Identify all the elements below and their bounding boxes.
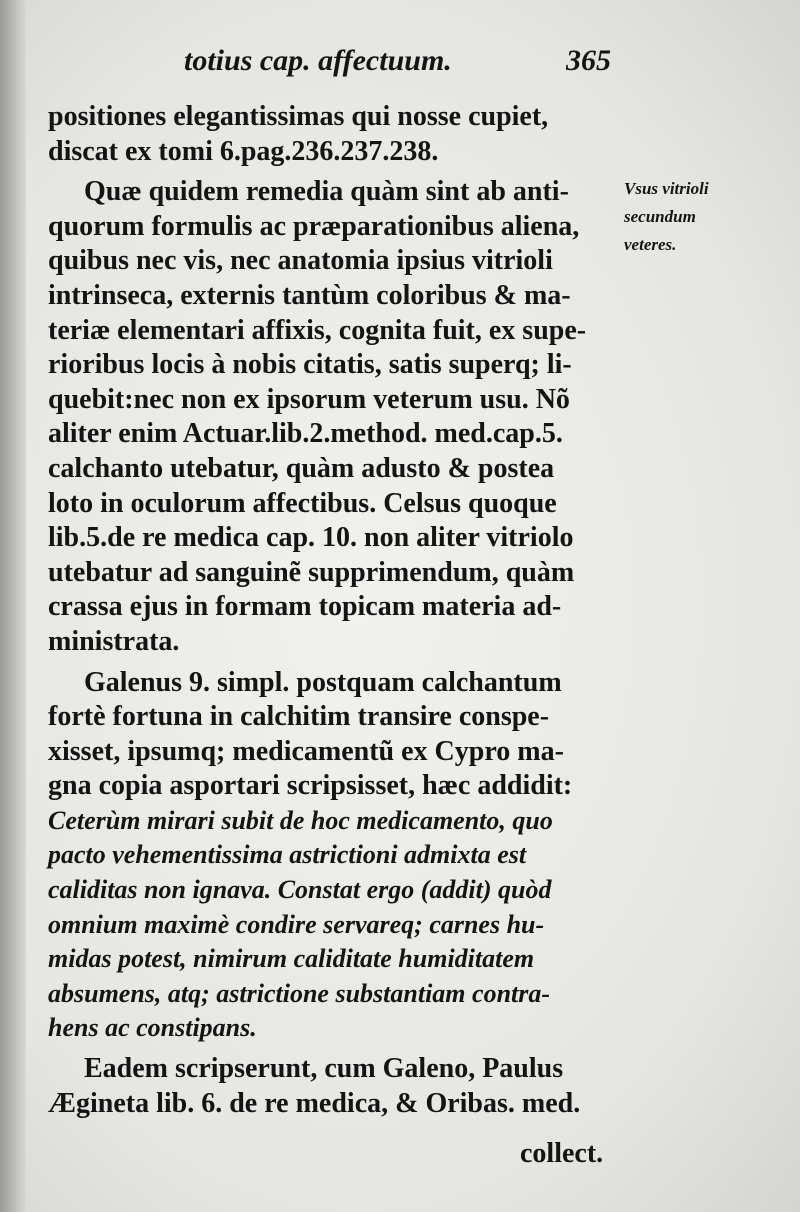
marginal-note-line: Vsus vitrioli: [624, 179, 709, 198]
page-number: 365: [566, 44, 611, 77]
text-line: quibus nec vis, nec anatomia ipsius vitrioli: [48, 245, 553, 277]
marginal-note-line: secundum: [624, 207, 696, 226]
text-line: ministrata.: [48, 625, 180, 657]
text-line: positiones elegantissimas qui nosse cupiet,: [48, 101, 549, 132]
text-line: discat ex tomi 6.pag.236.237.238.: [48, 135, 439, 167]
text-line: quorum formulis ac præparationibus aliena,: [48, 210, 580, 242]
text-line: Galenus 9. simpl. postquam calchantum: [84, 666, 562, 698]
running-head: totius cap. affectuum.: [184, 44, 452, 77]
text-line: teriæ elementari affixis, cognita fuit, ex supe-: [48, 314, 587, 346]
text-line: rioribus locis à nobis citatis, satis superq; li-: [48, 349, 572, 381]
text-line: loto in oculorum affectibus. Celsus quoque: [48, 487, 557, 519]
catchword: collect.: [520, 1138, 604, 1169]
body-text: [48, 100, 628, 1121]
text-line: midas potest, nimirum caliditate humiditatem: [48, 944, 535, 974]
text-line: pacto vehementissima astrictioni admixta est: [48, 840, 527, 870]
text-line: gna copia asportari scripsisset, hæc addidit:: [48, 770, 573, 802]
text-line: Ægineta lib. 6. de re medica, & Oribas. med.: [48, 1087, 581, 1119]
text-line: Quæ quidem remedia quàm sint ab anti-: [84, 176, 569, 208]
text-line: omnium maximè condire servareq; carnes hu-: [48, 909, 545, 939]
text-line: aliter enim Actuar.lib.2.method. med.cap.5.: [48, 418, 563, 450]
text-line: intrinseca, externis tantùm coloribus & ma-: [48, 279, 571, 311]
marginal-note: [624, 175, 794, 259]
page-gutter-shadow: [0, 0, 26, 1212]
text-line: quebit:nec non ex ipsorum veterum usu. Nõ: [48, 383, 570, 415]
text-line: crassa ejus in formam topicam materia ad-: [48, 591, 562, 623]
text-line: Eadem scripserunt, cum Galeno, Paulus: [84, 1053, 564, 1085]
text-line: fortè fortuna in calchitim transire conspe-: [48, 701, 550, 733]
text-line: Ceterùm mirari subit de hoc medicamento, quo: [48, 805, 553, 835]
text-line: xisset, ipsumq; medicamentũ ex Cypro ma-: [48, 735, 564, 767]
text-line: absumens, atq; astrictione substantiam contra-: [48, 978, 551, 1008]
page-header: [0, 44, 800, 94]
text-line: hens ac constipans.: [48, 1013, 257, 1043]
text-line: lib.5.de re medica cap. 10. non aliter vitriolo: [48, 522, 574, 554]
text-line: calchanto utebatur, quàm adusto & postea: [48, 452, 555, 484]
text-line: utebatur ad sanguinẽ supprimendum, quàm: [48, 556, 575, 588]
marginal-note-line: veteres.: [624, 235, 677, 254]
text-line: caliditas non ignava. Constat ergo (addit) quòd: [48, 875, 552, 905]
